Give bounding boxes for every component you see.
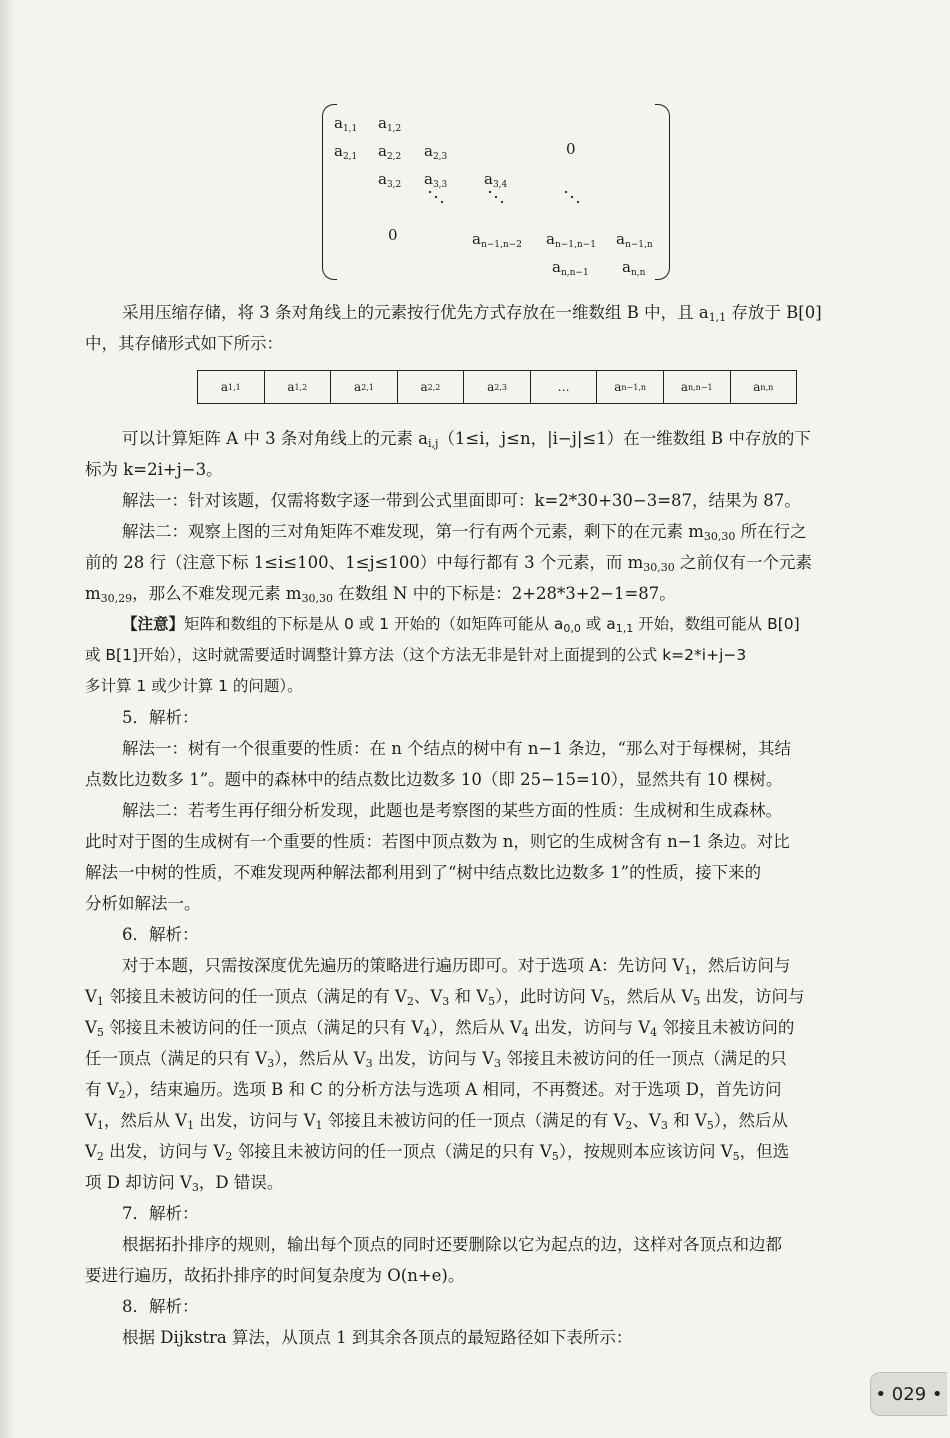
matrix-entry: $a_{n-1,n-1}$ xyxy=(546,230,596,250)
matrix-entry: $a_{n-1,n}$ xyxy=(616,230,653,250)
section-heading: 8．解析： xyxy=(122,1297,199,1316)
storage-cell: a 1,2 xyxy=(265,371,332,403)
section-heading: 7．解析： xyxy=(122,1204,199,1223)
paragraph-line: 解法一中树的性质，不难发现两种解法都利用到了“树中结点数比边数多 1”的性质，接下来的 xyxy=(85,863,762,882)
paragraph-line: 前的 28 行（注意下标 1≤i≤100、1≤j≤100）中每行都有 3 个元素，而 $m_{30,30}$ 之前仅有一个元素 xyxy=(85,553,813,574)
page-edge-shadow xyxy=(0,0,14,1438)
matrix-entry: $a_{n,n-1}$ xyxy=(552,258,589,278)
matrix-entry: $a_{2,2}$ xyxy=(378,142,402,162)
paragraph-line: 解法二：观察上图的三对角矩阵不难发现，第一行有两个元素，剩下的在元素 $m_{30,30}$ 所在行之 xyxy=(122,522,807,543)
note-label: 【注意】 xyxy=(122,615,185,633)
matrix-zero-lower: 0 xyxy=(388,226,398,244)
matrix-entry: $a_{2,1}$ xyxy=(334,142,358,162)
section-heading: 5．解析： xyxy=(122,708,199,727)
matrix-entry: $a_{n,n}$ xyxy=(622,258,646,278)
paragraph-line: 根据拓扑排序的规则，输出每个顶点的同时还要删除以它为起点的边，这样对各顶点和边都 xyxy=(122,1235,782,1254)
tridiagonal-matrix xyxy=(322,104,670,280)
page-number: • 029 • xyxy=(870,1372,947,1416)
matrix-entry: $a_{1,1}$ xyxy=(334,114,358,134)
paragraph-line: 中，其存储形式如下所示： xyxy=(85,334,283,353)
paragraph-line: 要进行遍历，故拓扑排序的时间复杂度为 O(n+e)。 xyxy=(85,1266,465,1285)
matrix-entry: $a_{3,2}$ xyxy=(378,170,402,190)
matrix-entry: $a_{1,2}$ xyxy=(378,114,402,134)
paragraph-line: $m_{30,29}$，那么不难发现元素 $m_{30,30}$ 在数组 N 中的下标是：2+28*3+2−1=87。 xyxy=(85,584,676,605)
paragraph-line: 任一顶点（满足的只有 $V_3$），然后从 $V_3$ 出发，访问与 $V_3$ 邻接且未被访问的任一顶点（满足的只 xyxy=(85,1049,787,1070)
paragraph-line: $V_2$ 出发，访问与 $V_2$ 邻接且未被访问的任一顶点（满足的只有 $V_5$），按规则本应该访问 $V_5$，但选 xyxy=(85,1142,790,1163)
paragraph-line: 可以计算矩阵 A 中 3 条对角线上的元素 $a_{i,j}(1\le i$，j≤n，|i−j|≤1）在一维数组 B 中存放的下 xyxy=(122,429,811,450)
matrix-zero-upper: 0 xyxy=(566,140,576,158)
matrix-entry: $a_{n-1,n-2}$ xyxy=(472,230,522,250)
storage-cell: a 2,3 xyxy=(464,371,531,403)
storage-cell: a 2,2 xyxy=(398,371,465,403)
note-line: 或 B[1]开始），这时就需要适时调整计算方法（这个方法无非是针对上面提到的公式 k=2*i+j−3 xyxy=(85,646,747,664)
storage-cell: a n−1,n xyxy=(597,371,664,403)
paragraph-line: 标为 k=2i+j−3。 xyxy=(85,460,223,479)
matrix-entry: $a_{3,4}$ xyxy=(484,170,508,190)
storage-cell: a n,n−1 xyxy=(664,371,731,403)
paragraph-line: 分析如解法一。 xyxy=(85,894,201,913)
paragraph-line: 解法一：树有一个很重要的性质：在 n 个结点的树中有 n−1 条边，“那么对于每棵树，其结 xyxy=(122,739,791,758)
note-line: 【注意】矩阵和数组的下标是从 0 或 1 开始的（如矩阵可能从 $a_{0,0}$ 或 $a_{1,1}$ 开始，数组可能从 B[0] xyxy=(122,615,800,635)
paragraph-line: 项 D 却访问 $V_3$，D 错误。 xyxy=(85,1173,284,1194)
matrix-entry: $a_{3,3}$ xyxy=(424,170,448,190)
paragraph-line: 解法二：若考生再仔细分析发现，此题也是考察图的某些方面的性质：生成树和生成森林。 xyxy=(122,801,782,820)
storage-cell: a 2,1 xyxy=(331,371,398,403)
matrix-diagonal-dots xyxy=(322,104,670,280)
storage-cell-ellipsis: … xyxy=(531,371,598,403)
paragraph-line: 解法一：针对该题，仅需将数字逐一带到公式里面即可：k=2*30+30−3=87，结果为 87。 xyxy=(122,491,801,510)
note-line: 多计算 1 或少计算 1 的问题）。 xyxy=(85,677,303,695)
paragraph-line: $V_1$，然后从 $V_1$ 出发，访问与 $V_1$ 邻接且未被访问的任一顶点（满足的有 $V_2$、$V_3$ 和 $V_5$），然后从 xyxy=(85,1111,788,1132)
storage-cell: a 1,1 xyxy=(198,371,265,403)
paragraph-line: 采用压缩存储，将 3 条对角线上的元素按行优先方式存放在一维数组 B 中，且 $a_{1,1}$ 存放于 B[0] xyxy=(122,303,822,324)
storage-array xyxy=(197,370,797,404)
section-heading: 6．解析： xyxy=(122,925,199,944)
storage-cell: a n,n xyxy=(753,380,774,394)
paragraph-line: $V_1$ 邻接且未被访问的任一顶点（满足的有 $V_2$、$V_3$ 和 $V_5$），此时访问 $V_5$，然后从 $V_5$ 出发，访问与 xyxy=(85,987,805,1008)
paragraph-line: 对于本题，只需按深度优先遍历的策略进行遍历即可。对于选项 A：先访问 $V_1$，然后访问与 xyxy=(122,956,791,977)
paragraph-line: 此时对于图的生成树有一个重要的性质：若图中顶点数为 n，则它的生成树含有 n−1 条边。对比 xyxy=(85,832,790,851)
paragraph-line: 根据 Dijkstra 算法，从顶点 1 到其余各顶点的最短路径如下表所示： xyxy=(122,1328,633,1347)
matrix-entry: $a_{2,3}$ xyxy=(424,142,448,162)
paragraph-line: $V_5$ 邻接且未被访问的任一顶点（满足的只有 $V_4$），然后从 $V_4$ 出发，访问与 $V_4$ 邻接且未被访问的 xyxy=(85,1018,795,1039)
paragraph-line: 点数比边数多 1”。题中的森林中的结点数比边数多 10（即 25−15=10），显然共有 10 棵树。 xyxy=(85,770,783,789)
paragraph-line: 有 $V_2$），结束遍历。选项 B 和 C 的分析方法与选项 A 相同，不再赘述。对于选项 D，首先访问 xyxy=(85,1080,782,1101)
